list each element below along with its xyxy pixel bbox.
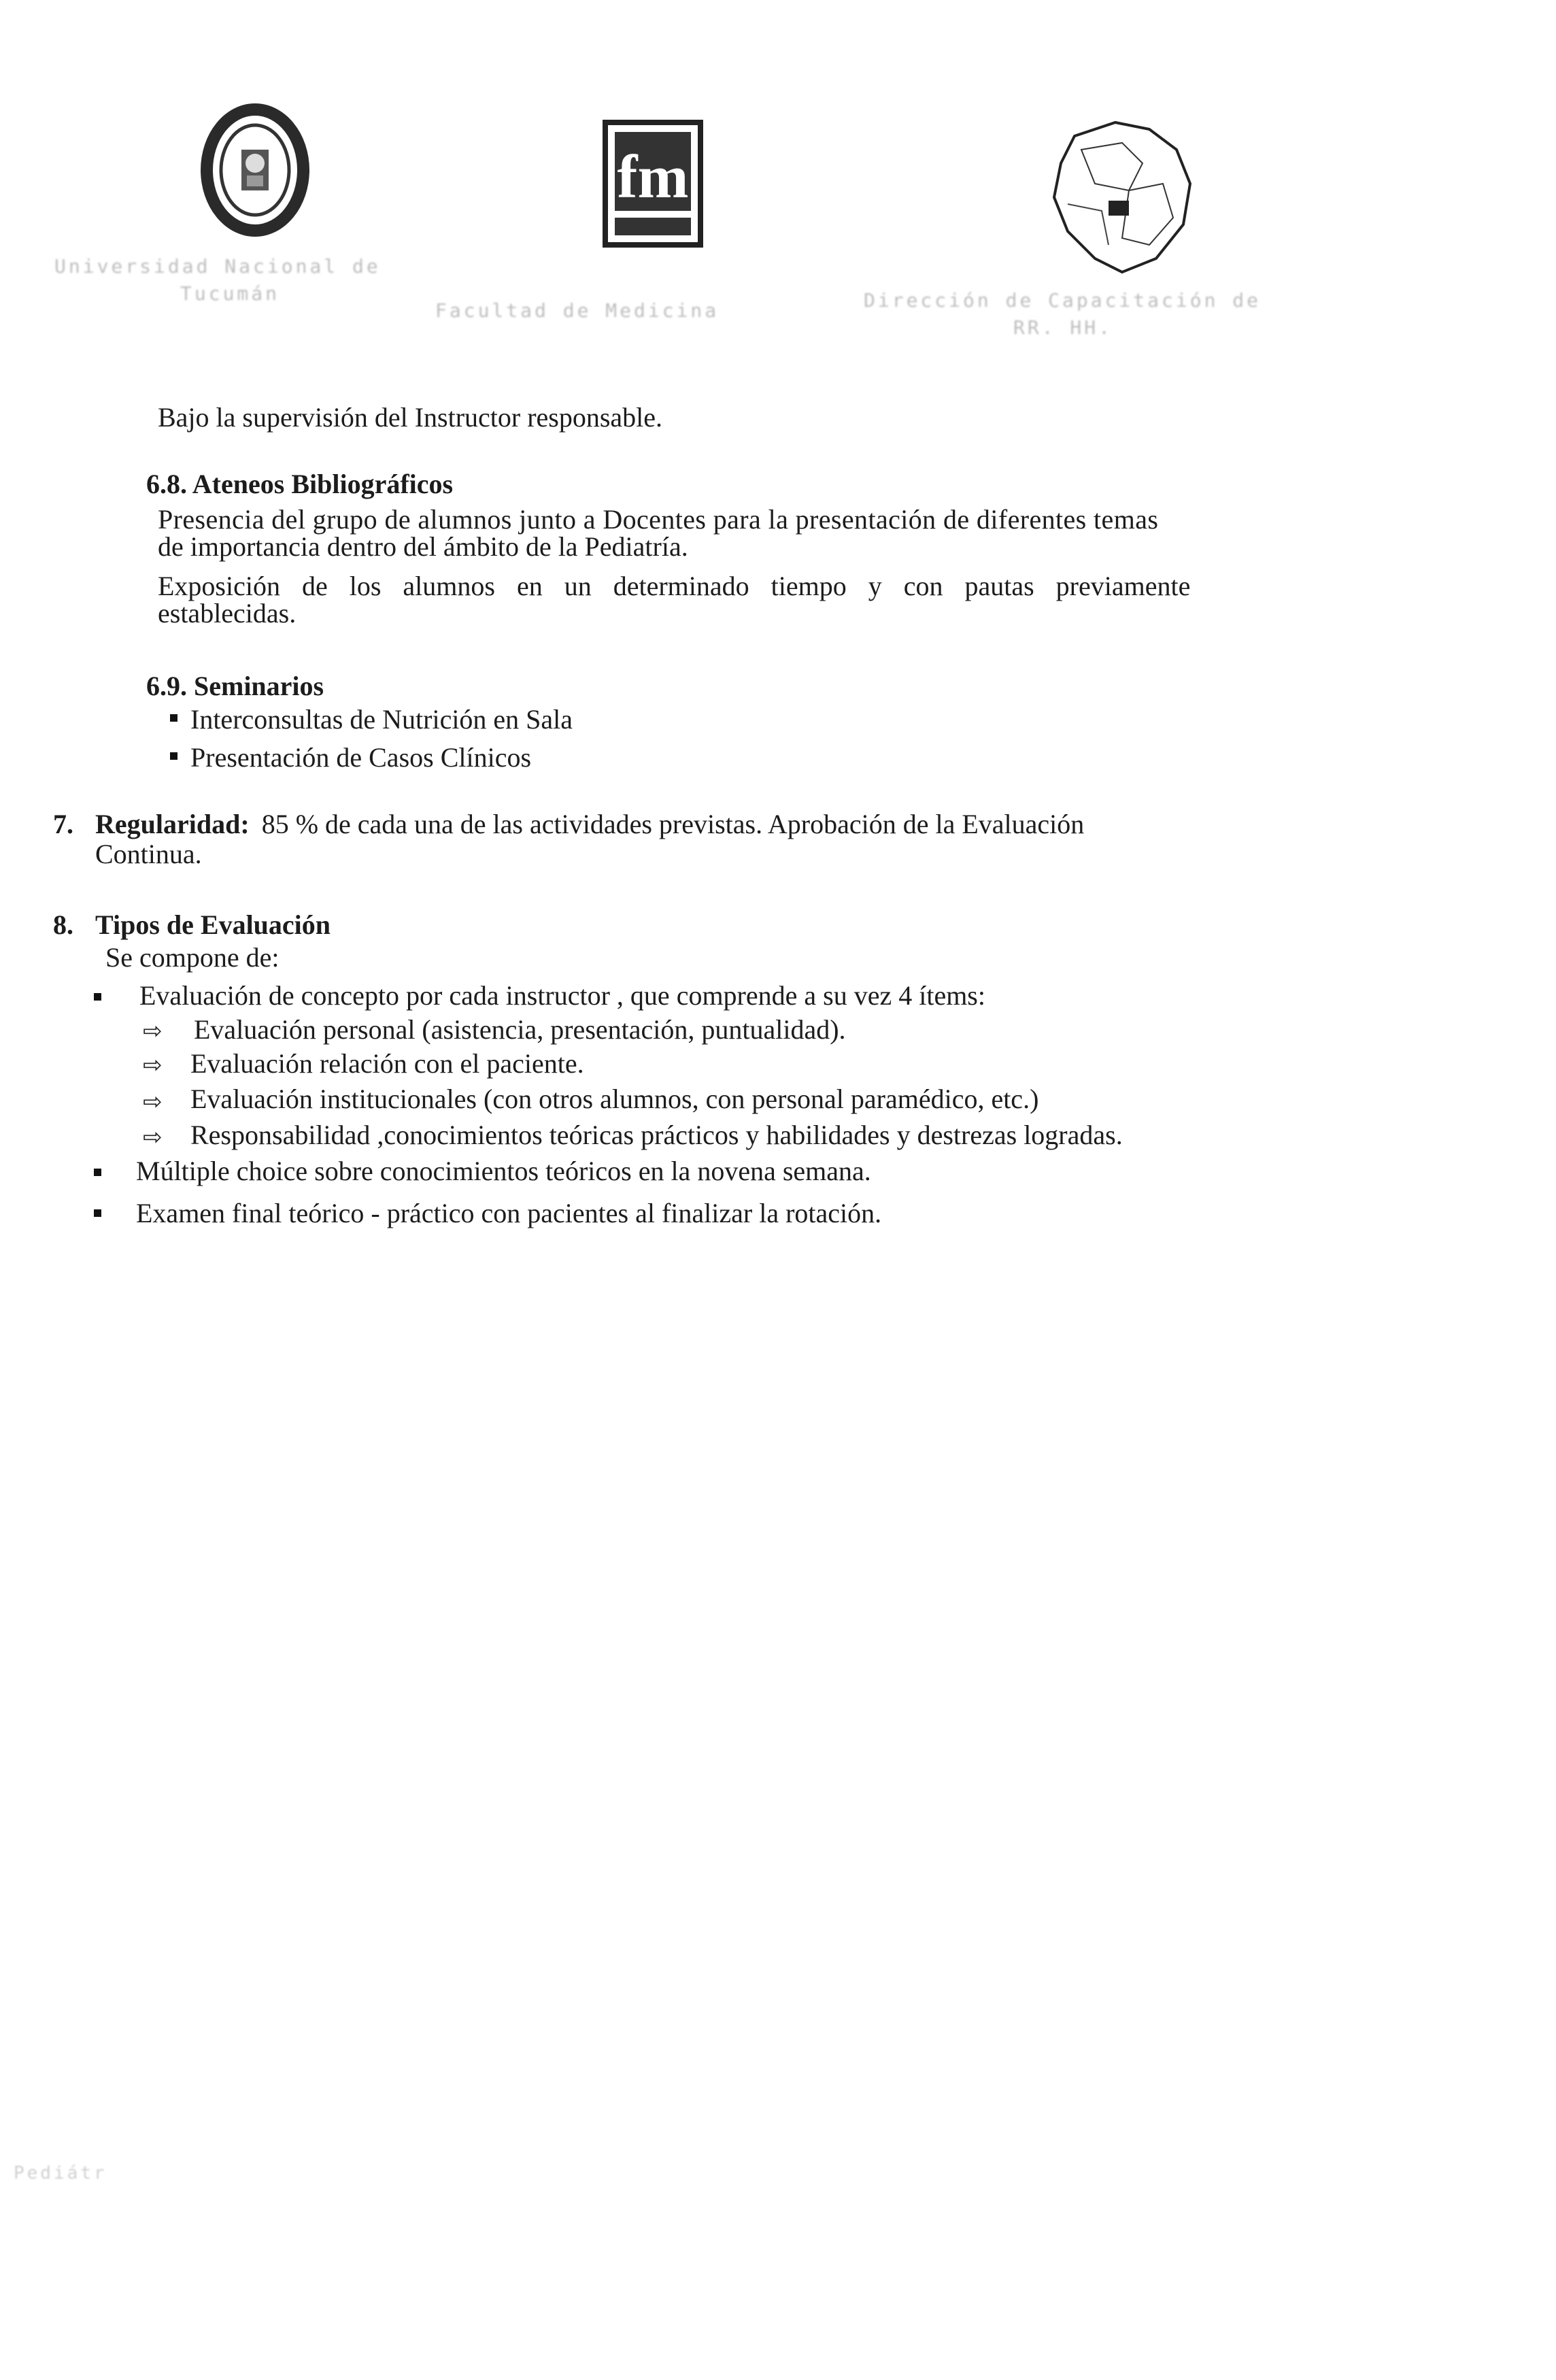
section-6-8-heading (146, 468, 453, 501)
province-map-logo (1034, 109, 1211, 286)
footer-faded-text: Pediátr (14, 2163, 107, 2183)
faculty-fm-logo (598, 116, 707, 252)
section-6-9-heading (146, 670, 324, 703)
bullet-square (170, 752, 177, 760)
department-name-faded: Dirección de Capacitación de (864, 289, 1262, 312)
evaluation-bullet-1: Evaluación de concepto por cada instructor , que comprende a su vez 4 ítems: (139, 980, 985, 1011)
section-number: 7. (53, 809, 73, 839)
department-subname-faded: RR. HH. (1013, 316, 1113, 339)
section-8-intro: Se compone de: (105, 942, 280, 973)
section-7-line-2: Continua. (95, 839, 202, 869)
ateneos-paragraph-1-line-2: de importancia dentro del ámbito de la Pediatría. (158, 531, 688, 562)
arrow-right-icon: ⇨ (143, 1124, 163, 1151)
svg-text:fm: fm (617, 144, 689, 211)
section-title: Tipos de Evaluación (95, 909, 331, 940)
ateneos-paragraph-2-line-1: Exposición de los alumnos en un determinado tiempo y con pautas previamente (158, 571, 1191, 601)
arrow-right-icon: ⇨ (143, 1088, 163, 1116)
section-7-line-1 (53, 808, 1084, 841)
arrow-right-icon: ⇨ (143, 1018, 163, 1045)
evaluation-bullet-2: Múltiple choice sobre conocimientos teóricos en la novena semana. (136, 1156, 871, 1186)
section-number: 8. (53, 909, 73, 940)
evaluation-subitem: Evaluación institucionales (con otros alumnos, con personal paramédico, etc.) (190, 1084, 1039, 1114)
section-title: Regularidad: (95, 809, 250, 839)
evaluation-subitem: Responsabilidad ,conocimientos teóricas prácticos y habilidades y destrezas logradas. (190, 1120, 1123, 1150)
bullet-square (94, 1169, 101, 1176)
bullet-square (94, 993, 101, 1001)
evaluation-subitem: Evaluación personal (asistencia, presentación, puntualidad). (194, 1014, 846, 1045)
bullet-square (170, 714, 177, 722)
university-city-faded: Tucumán (180, 282, 280, 305)
section-title: Seminarios (194, 671, 324, 701)
section-number: 6.9. (146, 671, 187, 701)
section-number: 6.8. (146, 469, 187, 499)
seminar-item: Interconsultas de Nutrición en Sala (190, 704, 573, 735)
evaluation-bullet-3: Examen final teórico - práctico con pacientes al finalizar la rotación. (136, 1198, 882, 1228)
faculty-name-faded: Facultad de Medicina (435, 299, 720, 322)
ateneos-paragraph-1-line-1: Presencia del grupo de alumnos junto a Docentes para la presentación de diferentes temas (158, 504, 1159, 535)
section-title: Ateneos Bibliográficos (192, 469, 454, 499)
section-8-heading (53, 909, 331, 941)
regularidad-text: 85 % de cada una de las actividades previstas. Aprobación de la Evaluación (261, 809, 1085, 839)
seminar-item: Presentación de Casos Clínicos (190, 742, 532, 773)
arrow-right-icon: ⇨ (143, 1052, 163, 1079)
supervision-continuation: Bajo la supervisión del Instructor responsable. (158, 402, 663, 433)
bullet-square (94, 1209, 101, 1217)
evaluation-subitem: Evaluación relación con el paciente. (190, 1048, 584, 1079)
university-name-faded: Universidad Nacional de (54, 255, 381, 278)
university-seal-logo (194, 95, 316, 258)
ateneos-paragraph-2-line-2: establecidas. (158, 598, 297, 628)
